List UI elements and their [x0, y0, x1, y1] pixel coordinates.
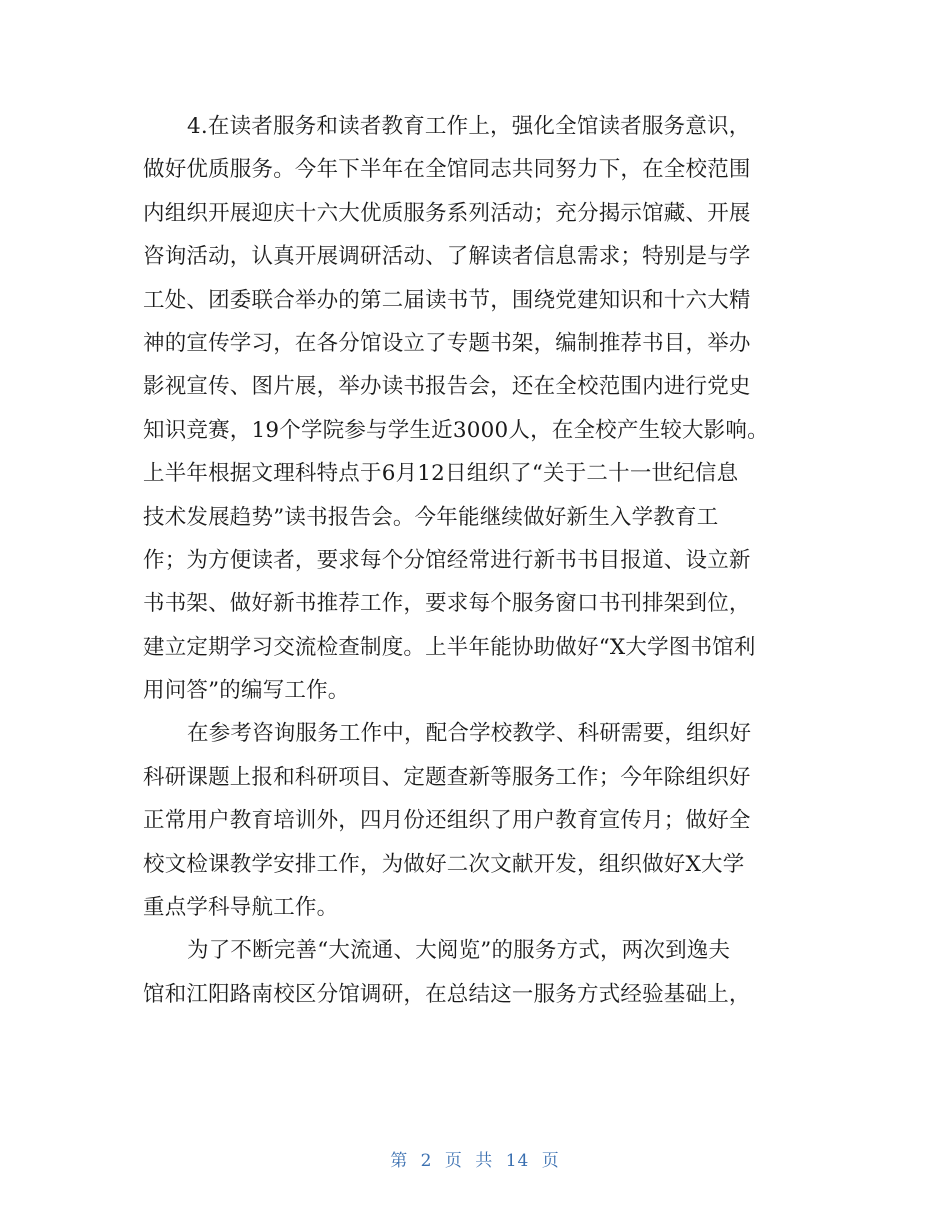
text-line: 技术发展趋势”读书报告会。今年能继续做好新生入学教育工 — [143, 504, 719, 530]
paragraph-reader-services — [143, 105, 815, 712]
text-line: 为了不断完善“大流通、大阅览”的服务方式，两次到逸夫 — [187, 938, 731, 964]
text-line: 重点学科导航工作。 — [143, 895, 339, 921]
text-line: 馆和江阳路南校区分馆调研，在总结这一服务方式经验基础上， — [143, 981, 751, 1007]
text-line: 作；为方便读者，要求每个分馆经常进行新书书目报道、设立新 — [143, 547, 751, 573]
text-line: 科研课题上报和科研项目、定题查新等服务工作；今年除组织好 — [143, 764, 751, 790]
paragraph-reference-consulting — [143, 712, 815, 929]
total-page-count: 14 — [505, 1151, 530, 1171]
body-text — [143, 105, 815, 1016]
text-line: 正常用户教育培训外，四月份还组织了用户教育宣传月；做好全 — [143, 808, 751, 834]
text-line: 建立定期学习交流检查制度。上半年能协助做好“X大学图书馆利 — [143, 634, 756, 660]
text-line: 4.在读者服务和读者教育工作上，强化全馆读者服务意识， — [187, 114, 751, 139]
text-line: 知识竞赛，19个学院参与学生近3000人，在全校产生较大影响。 — [143, 417, 769, 443]
page-word: 页 — [444, 1151, 463, 1171]
text-line: 神的宣传学习，在各分馆设立了专题书架，编制推荐书目，举办 — [143, 330, 751, 356]
text-line: 用问答”的编写工作。 — [143, 678, 350, 704]
page-footer — [0, 1146, 950, 1171]
text-line: 影视宣传、图片展，举办读书报告会，还在全校范围内进行党史 — [143, 374, 751, 400]
text-line: 书书架、做好新书推荐工作，要求每个服务窗口书刊排架到位， — [143, 591, 751, 617]
total-prefix: 共 — [475, 1151, 494, 1171]
text-line: 做好优质服务。今年下半年在全馆同志共同努力下，在全校范围 — [143, 157, 751, 183]
text-line: 在参考咨询服务工作中，配合学校教学、科研需要，组织好 — [187, 721, 752, 747]
text-line: 咨询活动，认真开展调研活动、了解读者信息需求；特别是与学 — [143, 244, 751, 270]
total-suffix: 页 — [541, 1151, 560, 1171]
text-line: 内组织开展迎庆十六大优质服务系列活动；充分揭示馆藏、开展 — [143, 200, 751, 226]
text-line: 工处、团委联合举办的第二届读书节，围绕党建知识和十六大精 — [143, 287, 751, 313]
page-prefix: 第 — [390, 1151, 409, 1171]
text-line: 上半年根据文理科特点于6月12日组织了“关于二十一世纪信息 — [143, 461, 739, 487]
paragraph-circulation-service — [143, 929, 815, 1016]
current-page-number: 2 — [420, 1151, 433, 1171]
text-line: 校文检课教学安排工作，为做好二次文献开发，组织做好X大学 — [143, 851, 745, 877]
